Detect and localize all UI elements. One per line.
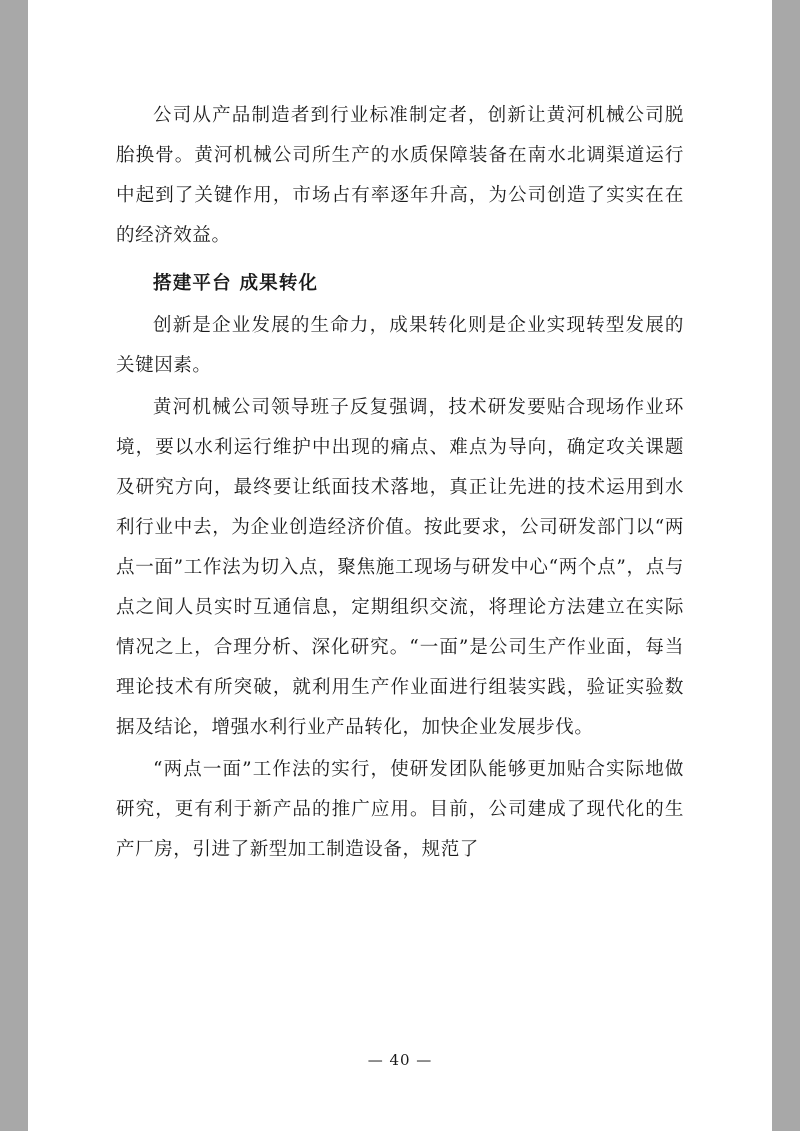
section-heading: 搭建平台 成果转化 (153, 273, 319, 294)
paragraph-2: 创新是企业发展的生命力，成果转化则是企业实现转型发展的关键因素。 (116, 315, 684, 376)
paragraph-3: 黄河机械公司领导班子反复强调，技术研发要贴合现场作业环境，要以水利运行维护中出现的痛点、难点为导向，确定攻关课题及研究方向，最终要让纸面技术落地，真正让先进的技术运用到水利行业中去，为企业创造经济价值。按此要求，公司研发部门以“两点一面”工作法为切入点，聚焦施工现场与研发中心“两个点”，点与点之间人员实时互通信息，定期组织交流，将理论方法建立在实际情况之上，合理分析、深化研究。“一面”是公司生产作业面，每当理论技术有所突破，就利用生产作业面进行组装实践，验证实验数据及结论，增强水利行业产品转化，加快企业发展步伐。 (116, 397, 684, 738)
paragraph-1: 公司从产品制造者到行业标准制定者，创新让黄河机械公司脱胎换骨。黄河机械公司所生产的水质保障装备在南水北调渠道运行中起到了关键作用，市场占有率逐年升高，为公司创造了实实在在的经济效益。 (116, 105, 684, 246)
page-number: — 40 — (367, 1051, 433, 1069)
page-footer (28, 1051, 772, 1069)
document-body (116, 96, 684, 870)
document-page (28, 0, 772, 1131)
paragraph-4: “两点一面”工作法的实行，使研发团队能够更加贴合实际地做研究，更有利于新产品的推广应用。目前，公司建成了现代化的生产厂房，引进了新型加工制造设备，规范了 (116, 759, 684, 860)
